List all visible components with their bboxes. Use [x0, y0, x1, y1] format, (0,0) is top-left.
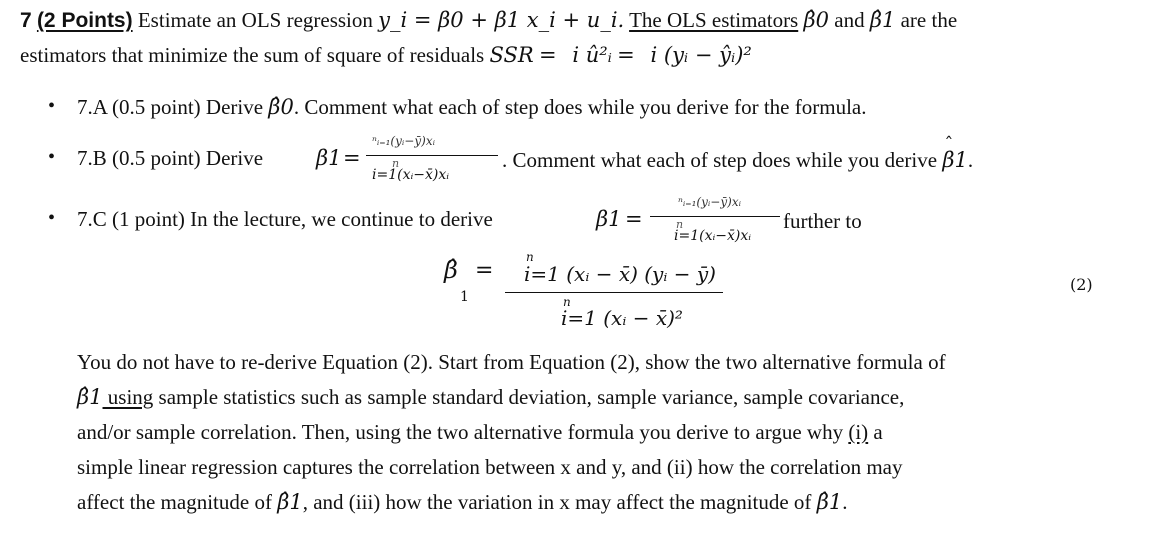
problem-header	[20, 5, 957, 36]
bullet-b: •	[48, 146, 56, 168]
part-b-symbol: ˆ β1	[942, 145, 968, 175]
and-word: and	[834, 8, 865, 32]
part-b-fraction-line	[366, 155, 498, 156]
part-b-rest	[502, 145, 973, 175]
problem-points: (2 Points)	[36, 9, 133, 32]
part-c-numerator: ⁿᵢ₌₁(yᵢ−ȳ)xᵢ	[678, 195, 741, 209]
part-c-label: 7.C (1 point) In the lecture, we continue to derive	[77, 207, 493, 231]
eq2-tag: (2)	[1070, 275, 1093, 294]
beta0-symbol: β̂0	[803, 8, 829, 32]
part-b-label: 7.B (0.5 point) Derive	[77, 146, 264, 170]
part-a-symbol: β̂0	[268, 95, 294, 119]
ssr-symbol: SSR	[489, 43, 534, 67]
equals-sign: =	[538, 43, 557, 67]
paragraph-line-2	[77, 382, 904, 412]
eq2-num-n: n	[526, 250, 534, 264]
para-line3-i: (i)	[848, 420, 869, 444]
problem-intro: Estimate an OLS regression	[137, 8, 373, 32]
para-line5-b: , and (iii) how the variation in x may affect the magnitude of	[302, 490, 812, 514]
para-beta1: β̂1	[77, 385, 103, 409]
part-c-rest: further to	[783, 209, 862, 233]
para-line5-beta1: β̂1	[277, 490, 303, 514]
part-a	[77, 92, 866, 122]
part-c-lhs: β1	[596, 207, 622, 231]
part-c-equals: =	[625, 207, 643, 231]
paragraph-line-5	[77, 487, 847, 517]
part-b-den-n: n	[392, 157, 400, 170]
part-b-end: .	[967, 148, 974, 172]
part-c-fraction-line	[650, 216, 780, 217]
eq2-lhs: β̂	[444, 256, 458, 284]
regression-model: y_i = β0 + β1 x_i + u_i.	[378, 8, 625, 32]
eq2-den-n: n	[563, 295, 571, 309]
bullet-c: •	[48, 207, 56, 229]
paragraph-line-3	[77, 417, 883, 447]
part-b-rest-text: . Comment what each of step does while you derive	[502, 148, 938, 172]
para-using: using	[102, 385, 154, 409]
part-b-lhs: β1	[316, 146, 342, 170]
part-a-label: 7.A (0.5 point) Derive	[77, 95, 264, 119]
part-c-denominator: i=1(xᵢ−x̄)xᵢ	[674, 228, 752, 244]
part-b-equals: =	[343, 146, 361, 170]
equals-sign-2: =	[617, 43, 635, 67]
para-line3-a: and/or sample correlation. Then, using the two alternative formula you derive to argue why	[77, 420, 849, 444]
para-line5-beta1-b: β̂1	[816, 490, 843, 514]
part-a-rest: . Comment what each of step does while you derive for the formula.	[293, 95, 867, 119]
problem-number: 7	[20, 9, 32, 32]
paragraph-line-1: You do not have to re-derive Equation (2). Start from Equation (2), show the two alternative formula of	[77, 350, 946, 374]
problem-line-2	[20, 40, 752, 70]
eq2-denominator: i=1 (xᵢ − x̄)²	[561, 306, 683, 330]
part-b-numerator: ⁿᵢ₌₁(yᵢ−ȳ)xᵢ	[372, 134, 435, 148]
eq2-fraction-line	[505, 292, 723, 293]
estimators-text: The OLS estimators	[629, 8, 799, 32]
uhat-sum: i û²ᵢ	[572, 43, 612, 67]
para-line2-rest: sample statistics such as sample standard deviation, sample variance, sample covariance,	[153, 385, 905, 409]
part-b-denominator: i=1(xᵢ−x̄)xᵢ	[372, 167, 450, 183]
beta1-symbol: β̂1	[869, 8, 896, 32]
eq2-numerator: i=1 (xᵢ − x̄) (yᵢ − ȳ)	[524, 262, 716, 286]
are-the-text: are the	[900, 8, 958, 32]
para-line5-end: .	[842, 490, 848, 514]
eq2-lhs-sub: 1	[460, 289, 469, 305]
para-line5-a: affect the magnitude of	[77, 490, 272, 514]
paragraph-line-4: simple linear regression captures the correlation between x and y, and (ii) how the correlation may	[77, 455, 903, 479]
para-line3-b: a	[868, 420, 883, 444]
part-c-den-n: n	[676, 218, 684, 231]
residual-sum: i (yᵢ − ŷᵢ)²	[650, 43, 752, 67]
eq2-equals: =	[475, 258, 494, 283]
bullet-a: •	[48, 95, 56, 117]
line2-text: estimators that minimize the sum of square of residuals	[20, 43, 485, 67]
